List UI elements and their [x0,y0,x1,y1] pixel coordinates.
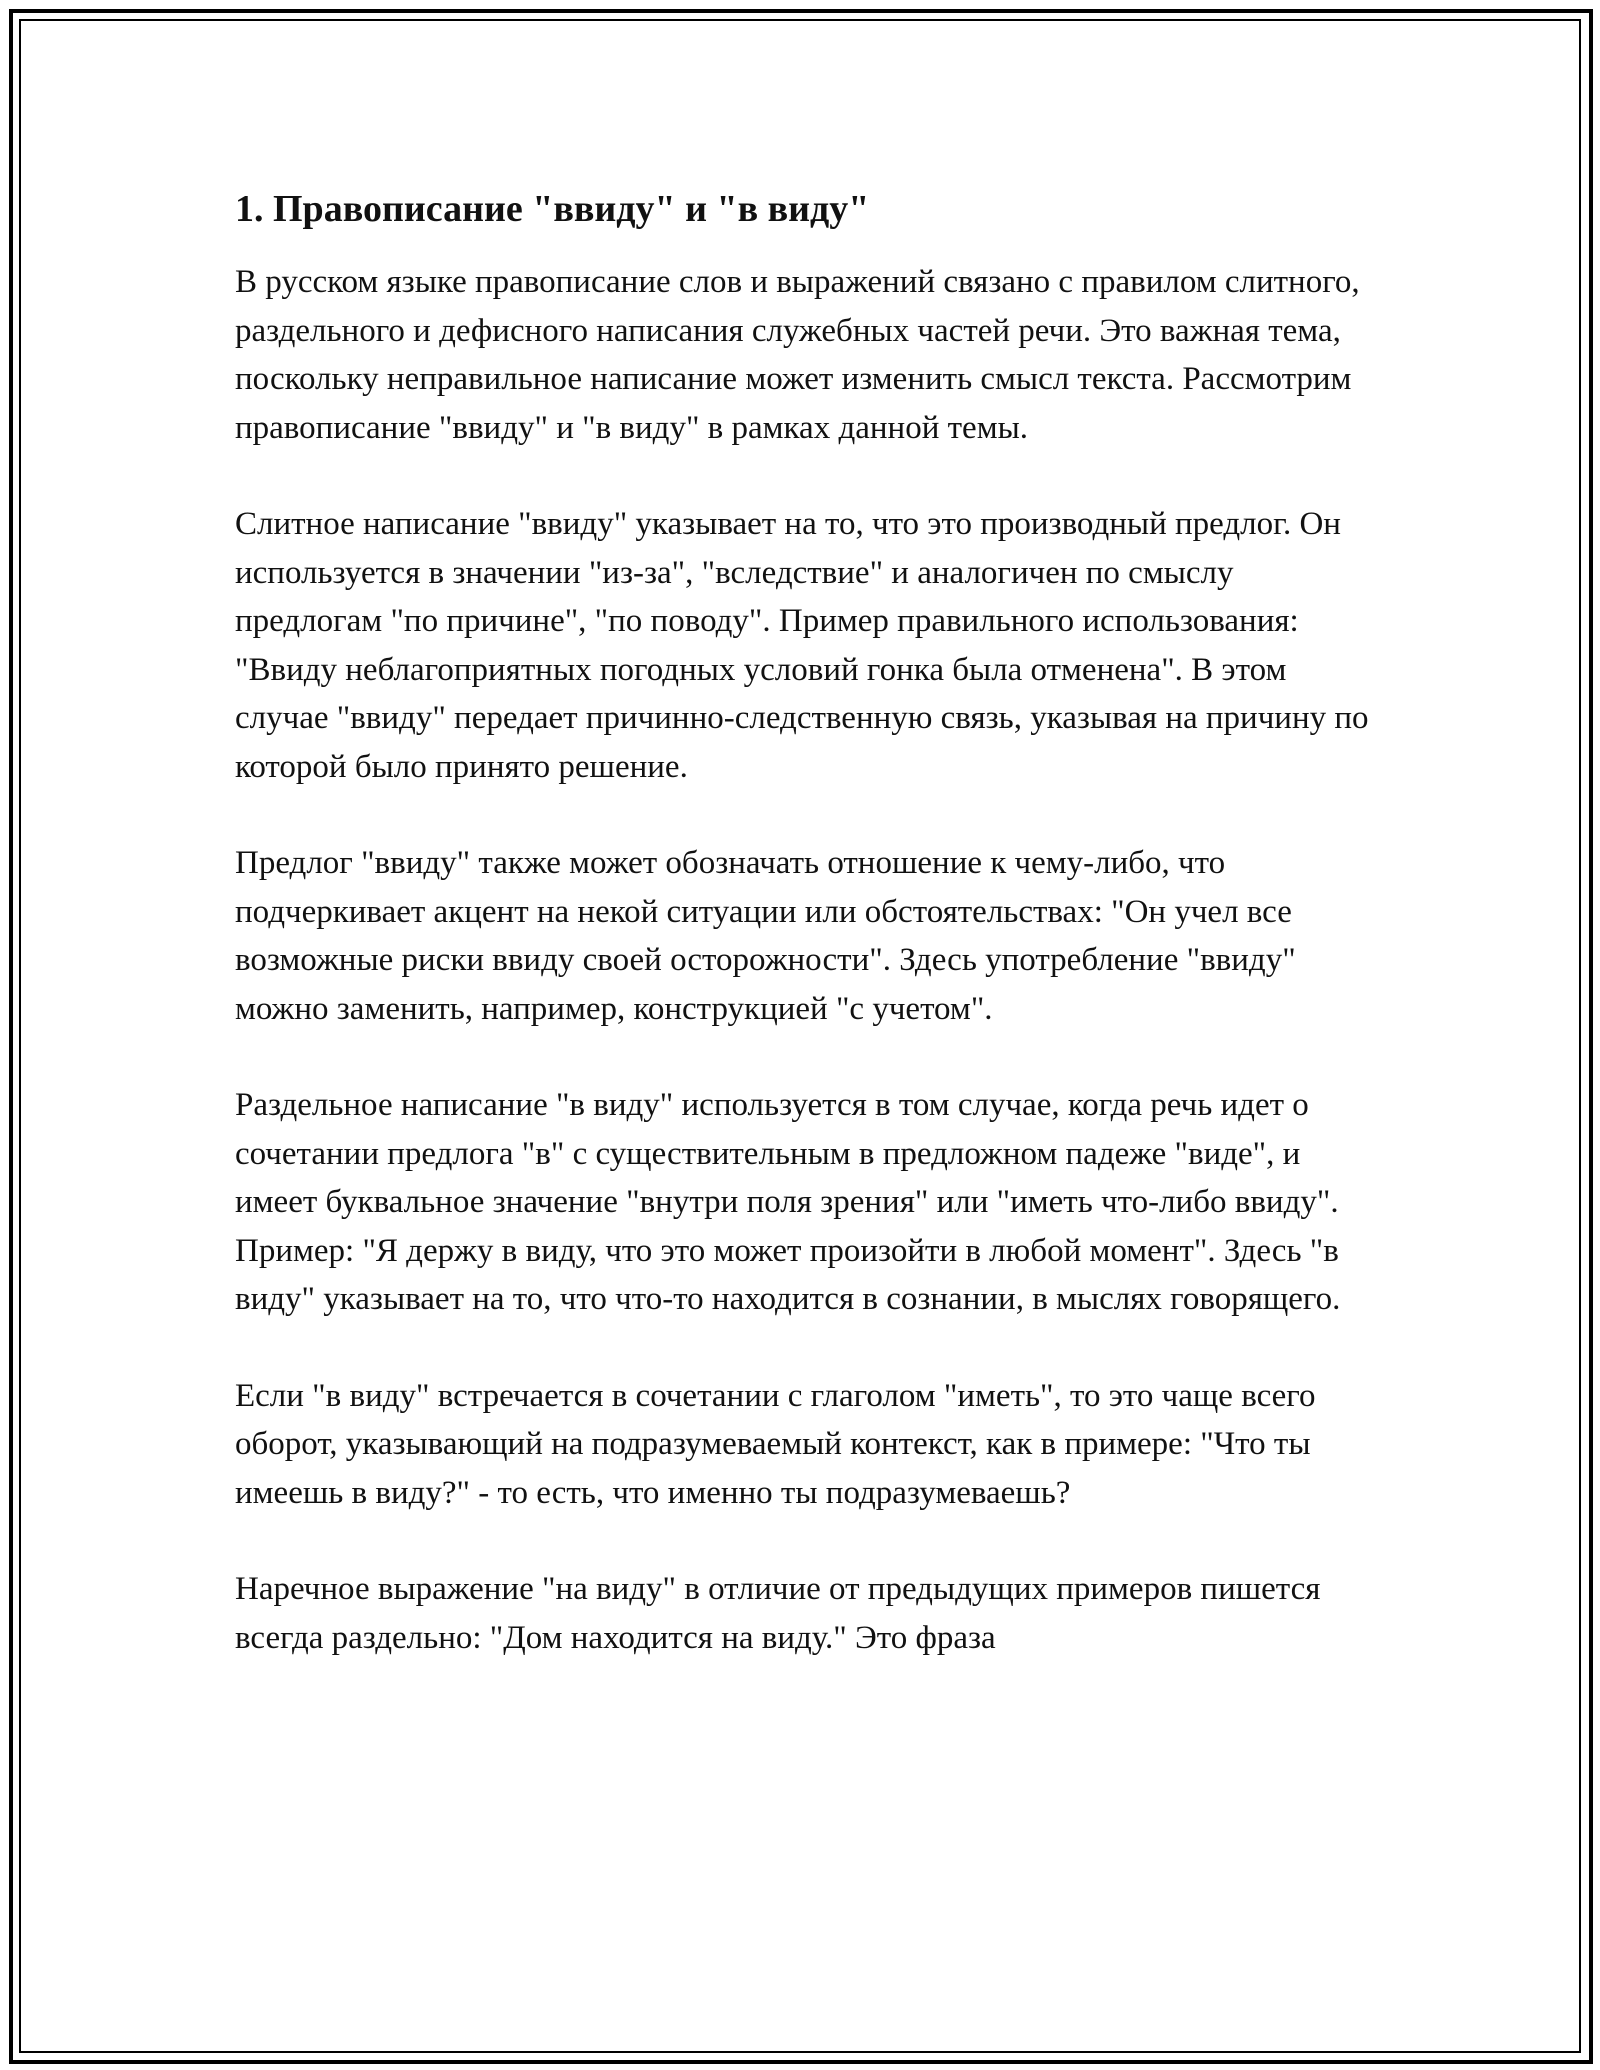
body-text [235,258,1375,1662]
paragraph-fused-spelling: Слитное написание "ввиду" указывает на то, что это производный предлог. Он используется в значении "из-за", "вследствие" и аналогичен по смыслу предлогам "по причине", "по поводу". Пример правильного использования: "Ввиду неблагоприятных погодных условий гонка была отменена". В этом случае "ввиду" передает причинно-следственную связь, указывая на причину по которой было принято решение. [235,506,1369,785]
section-title: 1. Правописание "ввиду" и "в виду" [235,188,870,230]
paragraph-na-vidu: Наречное выражение "на виду" в отличие от предыдущих примеров пишется всегда раздельно: "Дом находится на виду." Это фраза [235,1571,1321,1656]
paragraph-verb-imet: Если "в виду" встречается в сочетании с глаголом "иметь", то это чаще всего оборот, указывающий на подразумеваемый контекст, как в примере: "Что ты имеешь в виду?" - то есть, что именно ты подразумеваешь? [235,1377,1316,1511]
paragraph-attitude-meaning: Предлог "ввиду" также может обозначать отношение к чему-либо, что подчеркивает акцент на некой ситуации или обстоятельствах: "Он учел все возможные риски ввиду своей осторожности". Здесь употребление "ввиду" можно заменить, например, конструкцией "с учетом". [235,845,1296,1027]
document-content [235,184,1375,1662]
paragraph-separate-spelling: Раздельное написание "в виду" используется в том случае, когда речь идет о сочетании предлога "в" с существительным в предложном падеже "виде", и имеет буквальное значение "внутри поля зрения" или "иметь что-либо ввиду". Пример: "Я держу в виду, что это может произойти в любой момент". Здесь "в виду" указывает на то, что что-то находится в сознании, в мыслях говорящего. [235,1087,1341,1317]
paragraph-intro: В русском языке правописание слов и выражений связано с правилом слитного, раздельного и дефисного написания служебных частей речи. Это важная тема, поскольку неправильное написание может изменить смысл текста. Рассмотрим правописание "ввиду" и "в виду" в рамках данной темы. [235,264,1360,446]
